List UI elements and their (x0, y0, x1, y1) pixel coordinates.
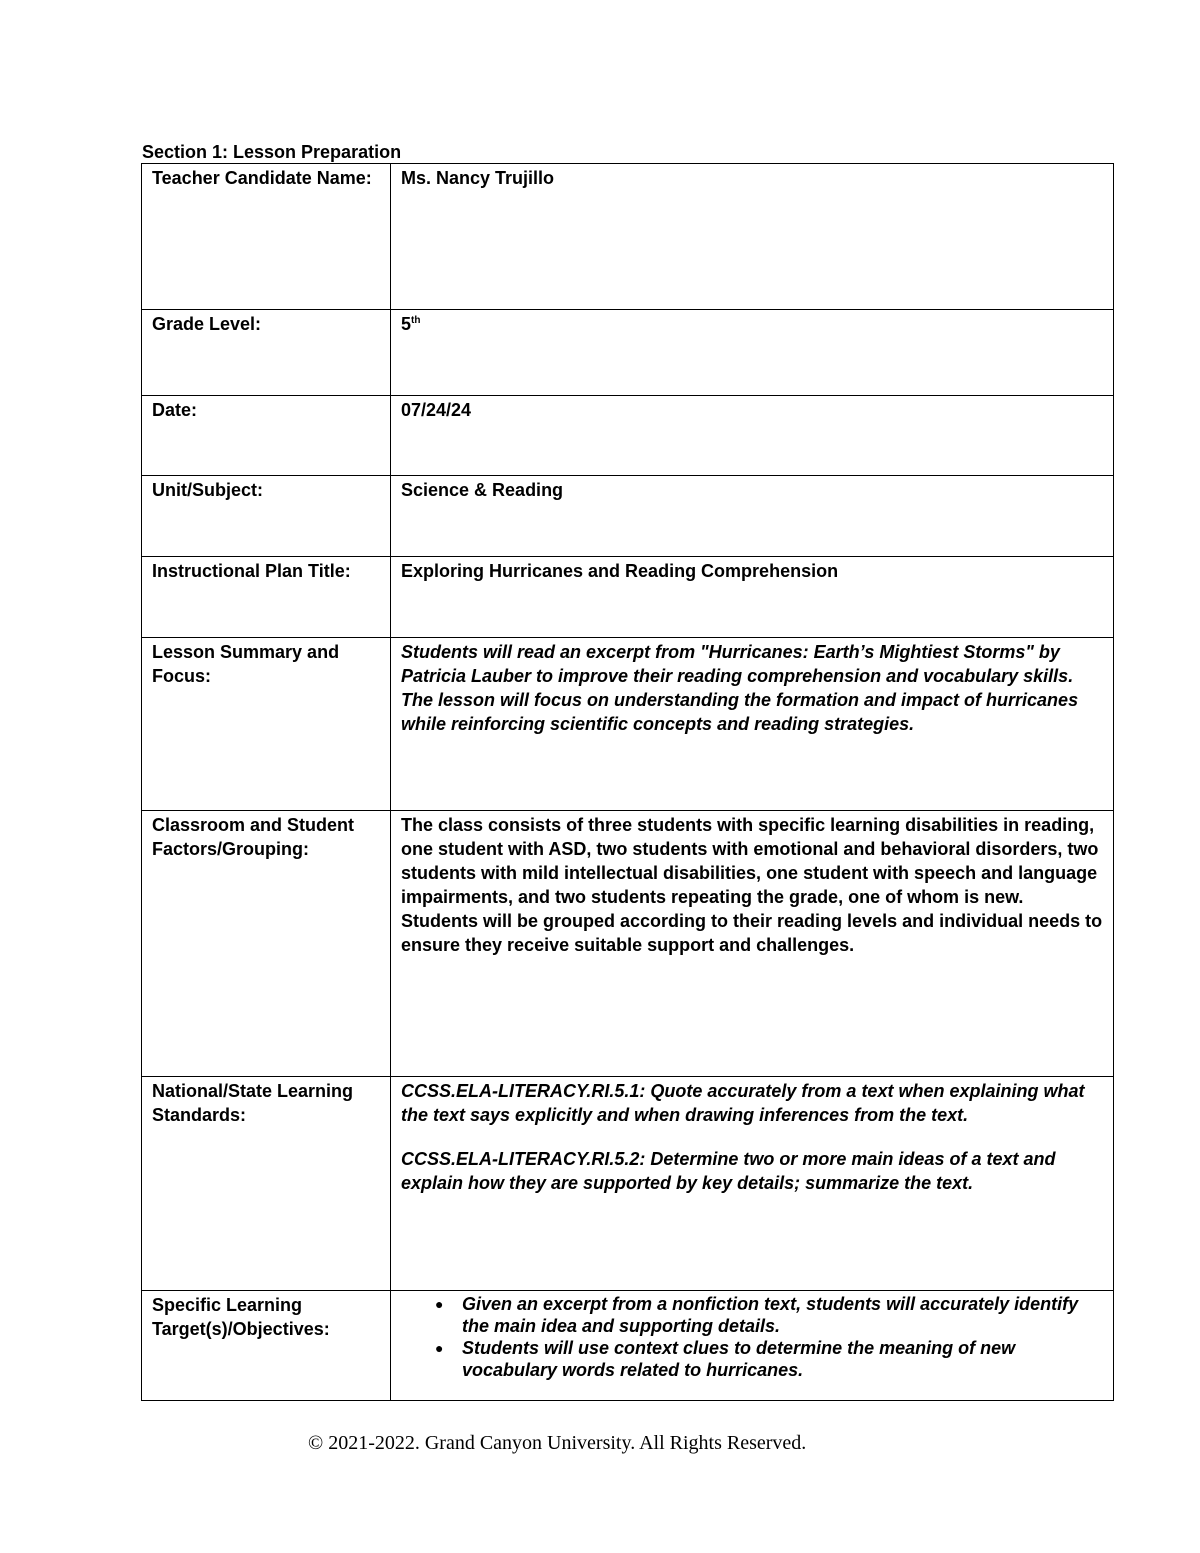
table-row-unit (142, 476, 1114, 557)
title-value: Exploring Hurricanes and Reading Comprehension (391, 557, 1114, 638)
date-label: Date: (142, 396, 391, 476)
grade-label: Grade Level: (142, 310, 391, 396)
copyright-text: © 2021-2022. Grand Canyon University. All Rights Reserved. (308, 1432, 807, 1454)
objectives-list (401, 1293, 1103, 1381)
standards-label: National/State Learning Standards: (142, 1077, 391, 1291)
factors-label: Classroom and Student Factors/Grouping: (142, 811, 391, 1077)
grade-ordinal-suffix: th (411, 315, 421, 326)
summary-value: Students will read an excerpt from "Hurricanes: Earth’s Mightiest Storms" by Patricia Lauber to improve their reading comprehension and vocabulary skills. The lesson will focus on understanding the formation and impact of hurricanes while reinforcing scientific concepts and reading strategies. (391, 638, 1114, 811)
objectives-value-cell (391, 1291, 1114, 1401)
table-row-summary (142, 638, 1114, 811)
list-item (401, 1337, 1103, 1381)
objective-text: Given an excerpt from a nonfiction text, students will accurately identify the main idea and supporting details. (462, 1294, 1079, 1336)
objective-text: Students will use context clues to determine the meaning of new vocabulary words related to hurricanes. (462, 1338, 1016, 1380)
list-item (401, 1293, 1103, 1337)
teacher-value: Ms. Nancy Trujillo (391, 164, 1114, 310)
table-row-factors (142, 811, 1114, 1077)
table-row-date (142, 396, 1114, 476)
table-row-teacher (142, 164, 1114, 310)
date-value: 07/24/24 (391, 396, 1114, 476)
standard-item: CCSS.ELA-LITERACY.RI.5.1: Quote accurately from a text when explaining what the text says explicitly and when drawing inferences from the text. (401, 1081, 1085, 1125)
bullet-icon: ● (435, 1340, 444, 1356)
grade-value-cell (391, 310, 1114, 396)
teacher-label: Teacher Candidate Name: (142, 164, 391, 310)
factors-value: The class consists of three students with specific learning disabilities in reading, one student with ASD, two students with emotional and behavioral disorders, two students with mild intellectual disabilities, one student with speech and language impairments, and two students repeating the grade, one of whom is new. Students will be grouped according to their reading levels and individual needs to ensure they receive suitable support and challenges. (391, 811, 1114, 1077)
table-row-standards (142, 1077, 1114, 1291)
unit-value: Science & Reading (391, 476, 1114, 557)
grade-value: 5 (401, 314, 412, 334)
unit-label: Unit/Subject: (142, 476, 391, 557)
summary-label: Lesson Summary and Focus: (142, 638, 391, 811)
standard-item: CCSS.ELA-LITERACY.RI.5.2: Determine two or more main ideas of a text and explain how they are supported by key details; summarize the text. (401, 1149, 1056, 1193)
lesson-preparation-table (141, 163, 1114, 1401)
objectives-label: Specific Learning Target(s)/Objectives: (142, 1291, 391, 1401)
table-row-grade (142, 310, 1114, 396)
table-row-title (142, 557, 1114, 638)
title-label: Instructional Plan Title: (142, 557, 391, 638)
bullet-icon: ● (435, 1296, 444, 1312)
section-title: Section 1: Lesson Preparation (142, 142, 402, 162)
standards-value-cell (391, 1077, 1114, 1291)
table-row-objectives (142, 1291, 1114, 1401)
